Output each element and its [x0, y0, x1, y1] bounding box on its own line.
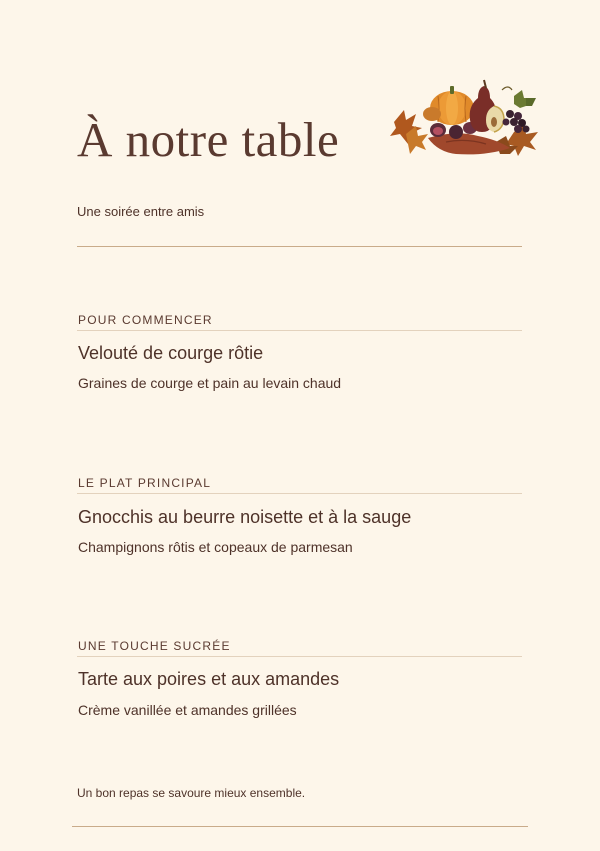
footer-text: Un bon repas se savoure mieux ensemble. — [77, 786, 306, 800]
section-divider-main — [77, 493, 522, 494]
dish-name-dessert: Tarte aux poires et aux amandes — [78, 669, 340, 689]
section-label-dessert: UNE TOUCHE SUCRÉE — [78, 639, 231, 653]
section-label-main: LE PLAT PRINCIPAL — [78, 476, 212, 490]
page-title: À notre table — [77, 112, 340, 167]
section-label-starter: POUR COMMENCER — [78, 313, 213, 327]
page-subtitle: Une soirée entre amis — [77, 204, 205, 219]
autumn-harvest-illustration-icon — [386, 76, 544, 160]
footer-divider — [72, 826, 528, 827]
dish-description-starter: Graines de courge et pain au levain chaud — [78, 375, 342, 391]
header-divider — [77, 246, 522, 247]
dish-description-main: Champignons rôtis et copeaux de parmesan — [78, 539, 353, 555]
dish-name-starter: Velouté de courge rôtie — [78, 343, 264, 363]
dish-name-main: Gnocchis au beurre noisette et à la sauge — [78, 507, 412, 527]
dish-description-dessert: Crème vanillée et amandes grillées — [78, 702, 297, 718]
section-divider-dessert — [77, 656, 522, 657]
section-divider-starter — [77, 330, 522, 331]
